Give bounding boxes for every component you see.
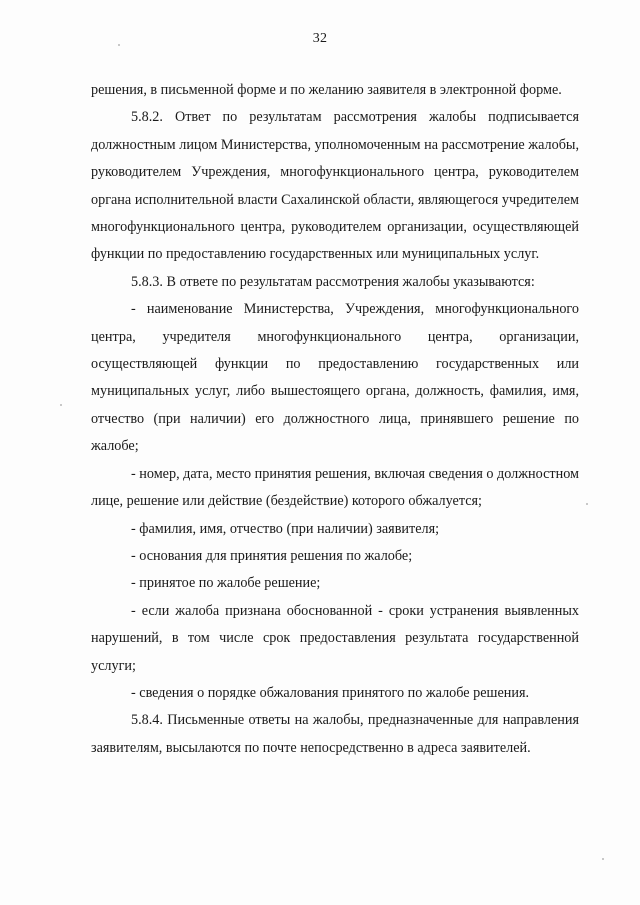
paragraph-5-8-4: 5.8.4. Письменные ответы на жалобы, предназначенные для направления заявителям, высылаются по почте непосредственно в адреса заявителей. xyxy=(91,712,579,756)
scan-speck xyxy=(118,44,120,46)
list-item-ministry-name: - наименование Министерства, Учреждения, многофункционального центра, учредителя многофункционального центра, организации, осуществляющей функции по предоставлению государственных или муниципальных услуг, либо вышестоящего органа, должность, фамилия, имя, отчество (при наличии) его должностного лица, принявшего решение по жалобе; xyxy=(91,301,579,455)
list-item-appeal-procedure: - сведения о порядке обжалования принятого по жалобе решения. xyxy=(131,684,530,701)
scan-speck xyxy=(586,503,588,505)
page-body xyxy=(91,77,579,762)
list-item-grounds: - основания для принятия решения по жалобе; xyxy=(131,547,413,564)
list-item-decision: - принятое по жалобе решение; xyxy=(131,575,321,592)
list-item-decision-number: - номер, дата, место принятия решения, включая сведения о должностном лице, решение или действие (бездействие) которого обжалуется; xyxy=(91,465,579,510)
list-item-applicant-name: - фамилия, имя, отчество (при наличии) заявителя; xyxy=(131,520,440,537)
paragraph-5-8-3: 5.8.3. В ответе по результатам рассмотрения жалобы указываются: xyxy=(131,273,535,290)
paragraph-5-8-2: 5.8.2. Ответ по результатам рассмотрения жалобы подписывается должностным лицом Министерства, уполномоченным на рассмотрение жалобы, руководителем Учреждения, многофункционального центра, руководителем органа исполнительной власти Сахалинской области, являющегося учредителем многофункционального центра, руководителем организации, осуществляющей функции по предоставлению государственных или муниципальных услуг. xyxy=(91,109,579,263)
page-number: 32 xyxy=(312,31,328,46)
scan-speck xyxy=(60,404,62,406)
list-item-deadlines: - если жалоба признана обоснованной - сроки устранения выявленных нарушений, в том числе срок предоставления результата государственной услуги; xyxy=(91,602,579,674)
scan-speck xyxy=(602,858,604,860)
paragraph-continuation: решения, в письменной форме и по желанию заявителя в электронной форме. xyxy=(91,82,562,98)
